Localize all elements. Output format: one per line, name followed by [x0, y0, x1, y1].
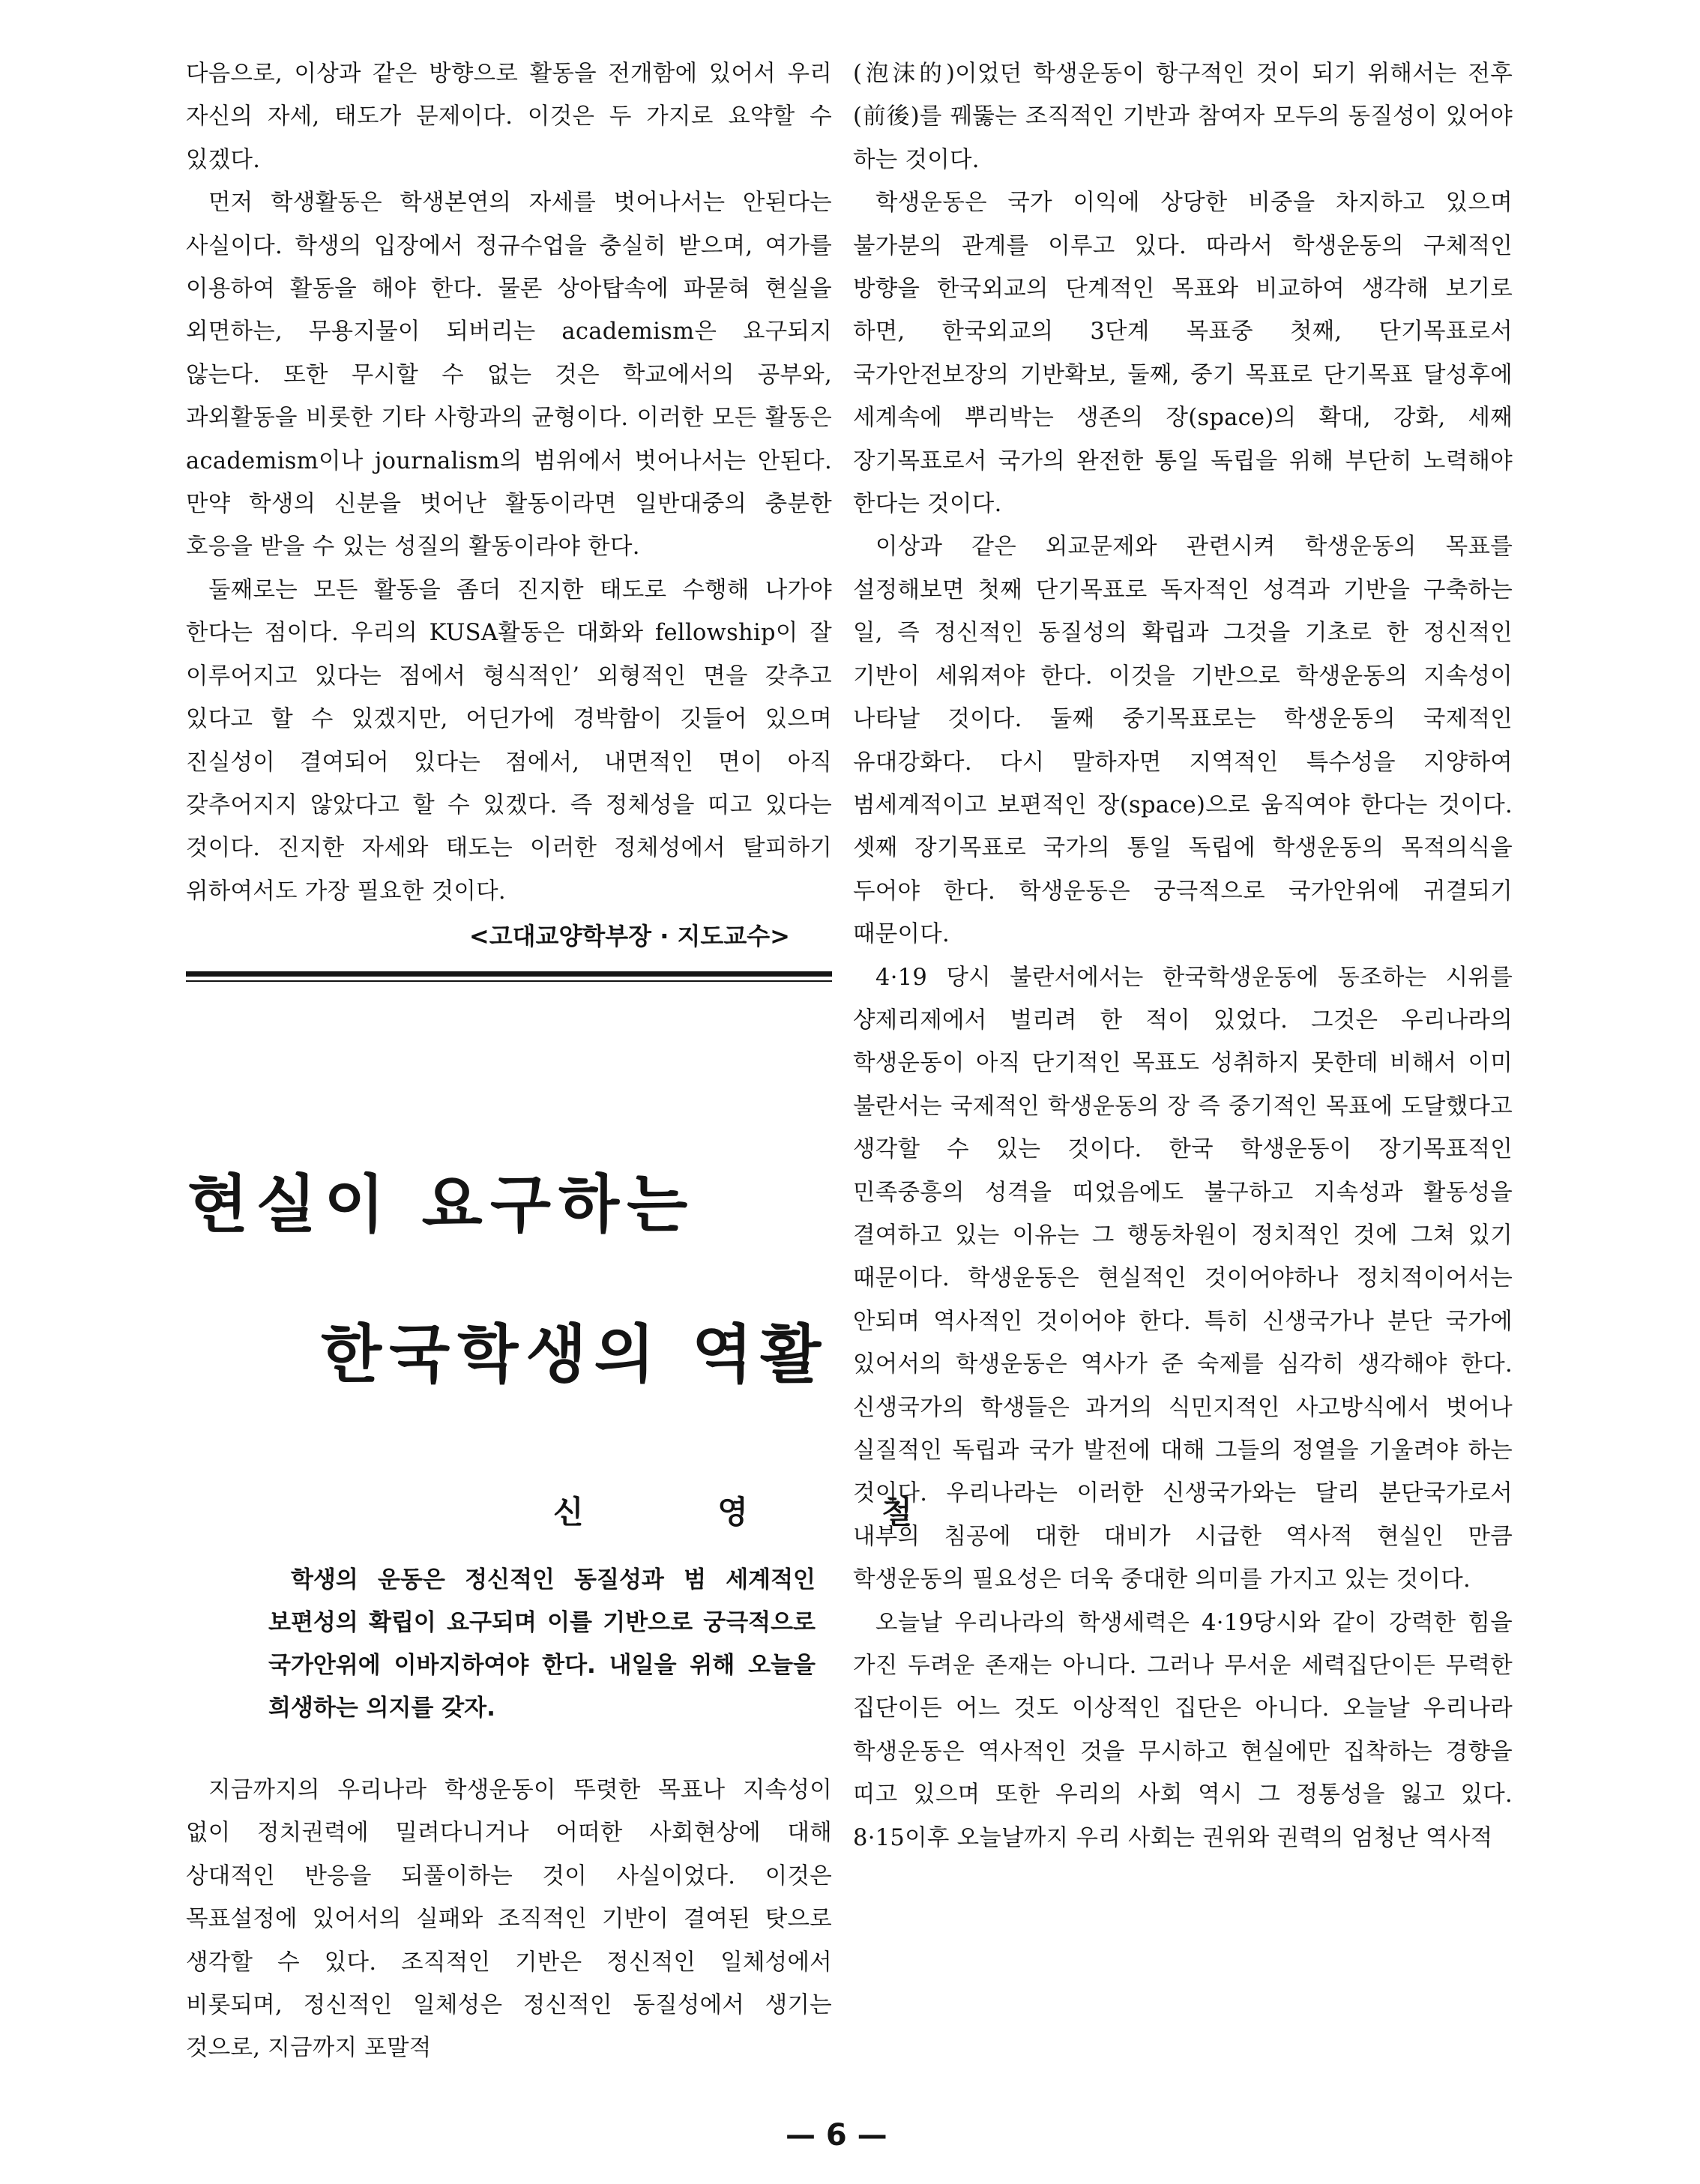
page-number: — 6 — — [786, 2118, 887, 2153]
left-column — [186, 52, 832, 982]
right-paragraph-3: 이상과 같은 외교문제와 관련시켜 학생운동의 목표를 설정해보면 첫째 단기목표로 독자적인 성격과 기반을 구축하는 일, 즉 정신적인 동질성의 확립과 그것을 기초로 한 정신적인 기반이 세워져야 한다. 이것을 기반으로 학생운동의 지속성이 나타날 것이다. 둘째 중기목표로는 학생운동의 국제적인 유대강화다. 다시 말하자면 지역적인 특수성을 지양하여 범세계적이고 보편적인 장(space)으로 움직여야 한다는 것이다. 셋째 장기목표로 국가의 통일 독립에 학생운동의 목적의식을 두어야 한다. 학생운동은 궁극적으로 국가안위에 귀결되기 때문이다. — [853, 534, 1513, 948]
left-paragraph-1: 다음으로, 이상과 같은 방향으로 활동을 전개함에 있어서 우리 자신의 자세, 태도가 문제이다. 이것은 두 가지로 요약할 수 있겠다. — [186, 61, 832, 173]
article-author: 신 영 철 — [553, 1494, 974, 1530]
right-paragraph-2: 학생운동은 국가 이익에 상당한 비중을 차지하고 있으며 불가분의 관계를 이루고 있다. 따라서 학생운동의 구체적인 방향을 한국외교의 단계적인 목표와 비교하여 생각해 보기로 하면, 한국외교의 3단계 목표중 첫째, 단기목표로서 국가안전보장의 기반확보, 둘째, 중기 목표로 단기목표 달성후에 세계속에 뿌리박는 생존의 장(space)의 확대, 강화, 세째 장기목표로서 국가의 완전한 통일 독립을 위해 부단히 노력해야 한다는 것이다. — [853, 190, 1513, 518]
article-intro-paragraph: 지금까지의 우리나라 학생운동이 뚜렷한 목표나 지속성이 없이 정치권력에 밀려다니거나 어떠한 사회현상에 대해 상대적인 반응을 되풀이하는 것이 사실이었다. 이것은 목표설정에 있어서의 실패와 조직적인 기반이 결여된 탓으로 생각할 수 있다. 조직적인 기반은 정신적인 일체성에서 비롯되며, 정신적인 일체성은 정신적인 동질성에서 생기는 것으로, 지금까지 포말적 — [186, 1777, 832, 2062]
section-divider-thin — [186, 980, 832, 982]
article-title-line-1: 현실이 요구하는 — [187, 1168, 696, 1241]
right-paragraph-4: 4·19 당시 불란서에서는 한국학생운동에 동조하는 시위를 샹제리제에서 벌리려 한 적이 있었다. 그것은 우리나라의 학생운동이 아직 단기적인 목표도 성취하지 못한데 비해서 이미 불란서는 국제적인 학생운동의 장 즉 중기적인 목표에 도달했다고 생각할 수 있는 것이다. 한국 학생운동이 장기목표적인 민족중흥의 성격을 띠었음에도 불구하고 지속성과 활동성을 결여하고 있는 이유는 그 행동차원이 정치적인 것에 그쳐 있기 때문이다. 학생운동은 현실적인 것이어야하나 정치적이어서는 안되며 역사적인 것이어야 한다. 특히 신생국가나 분단 국가에 있어서의 학생운동은 역사가 준 숙제를 심각히 생각해야 한다. 신생국가의 학생들은 과거의 식민지적인 사고방식에서 벗어나 실질적인 독립과 국가 발전에 대해 그들의 정열을 기울려야 하는 것이다. 우리나라는 이러한 신생국가와는 달리 분단국가로서 내부의 침공에 대한 대비가 시급한 역사적 현실인 만큼 학생운동의 필요성은 더욱 중대한 의미를 가지고 있는 것이다. — [853, 964, 1513, 1593]
right-paragraph-1: (泡沫的)이었던 학생운동이 항구적인 것이 되기 위해서는 전후(前後)를 꿰뚫는 조직적인 기반과 참여자 모두의 동질성이 있어야 하는 것이다. — [853, 61, 1513, 173]
article-body-left — [186, 1769, 832, 2070]
article-summary: 학생의 운동은 정신적인 동질성과 범 세계적인 보편성의 확립이 요구되며 이를 기반으로 궁극적으로 국가안위에 이바지하여야 한다. 내일을 위해 오늘을 희생하는 의지를 갖자. — [268, 1566, 816, 1722]
article-title-line-2: 한국학생의 역활 — [321, 1318, 829, 1391]
author-affiliation: <고대교양학부장 · 지도교수> — [468, 922, 790, 951]
left-paragraph-3: 둘째로는 모든 활동을 좀더 진지한 태도로 수행해 나가야 한다는 점이다. 우리의 KUSA활동은 대화와 fellowship이 잘 이루어지고 있다는 점에서 형식적인’ 외형적인 면을 갖추고 있다고 할 수 있겠지만, 어딘가에 경박함이 깃들어 있으며 진실성이 결여되어 있다는 점에서, 내면적인 면이 아직 갖추어지지 않았다고 할 수 있겠다. 즉 정체성을 띠고 있다는 것이다. 진지한 자세와 태도는 이러한 정체성에서 탈피하기 위하여서도 가장 필요한 것이다. — [186, 576, 832, 905]
section-divider-thick — [186, 971, 832, 977]
right-paragraph-5: 오늘날 우리나라의 학생세력은 4·19당시와 같이 강력한 힘을 가진 두려운 존재는 아니다. 그러나 무서운 세력집단이든 무력한 집단이든 어느 것도 이상적인 집단은 아니다. 오늘날 우리나라 학생운동은 역사적인 것을 무시하고 현실에만 집착하는 경향을 띠고 있으며 또한 우리의 사회 역시 그 정통성을 잃고 있다. 8·15이후 오늘날까지 우리 사회는 권위와 권력의 엄청난 역사적 — [853, 1609, 1513, 1851]
right-column — [853, 52, 1513, 1859]
left-paragraph-2: 먼저 학생활동은 학생본연의 자세를 벗어나서는 안된다는 사실이다. 학생의 입장에서 정규수업을 충실히 받으며, 여가를 이용하여 활동을 해야 한다. 물론 상아탑속에 파묻혀 현실을 외면하는, 무용지물이 되버리는 academism은 요구되지 않는다. 또한 무시할 수 없는 것은 학교에서의 공부와, 과외활동을 비롯한 기타 사항과의 균형이다. 이러한 모든 활동은 academism이나 journalism의 범위에서 벗어나서는 안된다. 만약 학생의 신분을 벗어난 활동이라면 일반대중의 충분한 호응을 받을 수 있는 성질의 활동이라야 한다. — [186, 190, 832, 561]
